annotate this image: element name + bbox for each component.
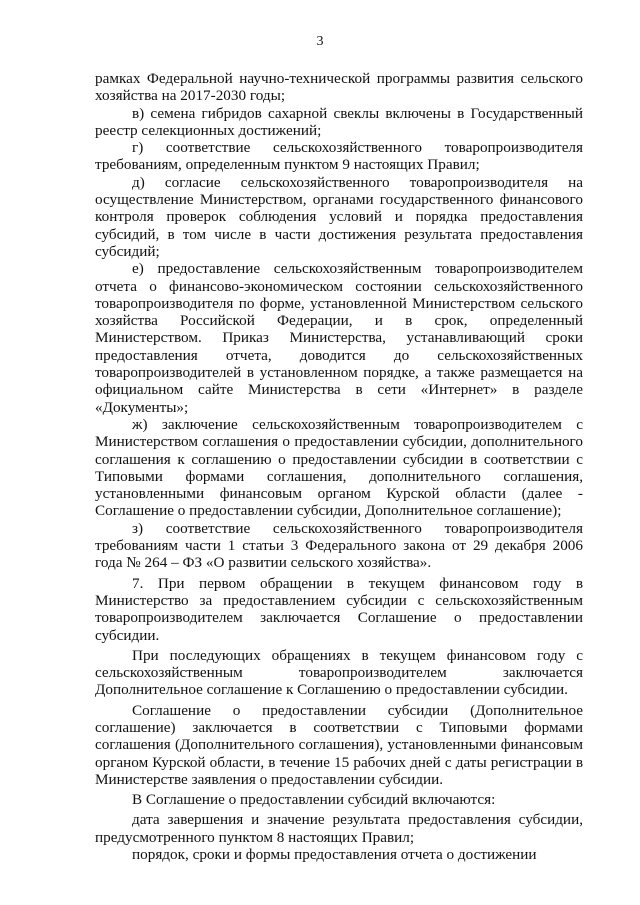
paragraph-agreement-terms: Соглашение о предоставлении субсидии (Дополнительное соглашение) заключается в соответствии с Типовыми формами соглашения (Дополнительного соглашения), установленными финансовым органом Курской области, в течение 15 рабочих дней с даты регистрации в Министерстве заявления о предоставлении субсидии. [95, 701, 583, 788]
paragraph-item-v: в) семена гибридов сахарной свеклы включены в Государственный реестр селекционных достижений; [95, 104, 583, 139]
paragraph-agreement-includes: В Соглашение о предоставлении субсидий включаются: [132, 791, 496, 809]
page-number: 3 [316, 34, 324, 49]
paragraph-item-g: г) соответствие сельскохозяйственного товаропроизводителя требованиям, определенным пунктом 9 настоящих Правил; [95, 139, 583, 174]
paragraph-report-procedure: порядок, сроки и формы предоставления отчета о достижении [132, 846, 537, 864]
document-body [95, 70, 583, 863]
paragraph-result-date: дата завершения и значение результата предоставления субсидии, предусмотренного пунктом 8 настоящих Правил; [95, 811, 583, 846]
paragraph-item-d: д) согласие сельскохозяйственного товаропроизводителя на осуществление Министерством, органами государственного финансового контроля проверок соблюдения условий и порядка предоставления субсидий, в том числе в части достижения результата предоставления субсидий; [95, 173, 583, 260]
paragraph-item-e: е) предоставление сельскохозяйственным товаропроизводителем отчета о финансово-экономическом состоянии сельскохозяйственного товаропроизводителя по форме, установленной Министерством сельского хозяйства Российской Федерации, и в срок, определенный Министерством. Приказ Министерства, устанавливающий сроки предоставления отчета, доводится до сельскохозяйственных товаропроизводителей в установленном порядке, а также размещается на официальном сайте Министерства в сети «Интернет» в разделе «Документы»; [95, 260, 583, 416]
paragraph-continuation: рамках Федеральной научно-технической программы развития сельского хозяйства на 2017-2030 годы; [95, 70, 583, 105]
paragraph-item-zh: ж) заключение сельскохозяйственным товаропроизводителем с Министерством соглашения о предоставлении субсидии, дополнительного соглашения к соглашению о предоставлении субсидии в соответствии с Типовыми формами соглашения, дополнительного соглашения, установленными финансовым органом Курской области (далее - Соглашение о предоставлении субсидии, Дополнительное соглашение); [95, 415, 583, 520]
paragraph-point-7: 7. При первом обращении в текущем финансовом году в Министерство за предоставлением субсидии с сельскохозяйственным товаропроизводителем заключается Соглашение о предоставлении субсидии. [95, 574, 583, 644]
paragraph-subsequent-requests: При последующих обращениях в текущем финансовом году с сельскохозяйственным товаропроизводителем заключается Дополнительное соглашение к Соглашению о предоставлении субсидии. [95, 646, 583, 699]
paragraph-item-z: з) соответствие сельскохозяйственного товаропроизводителя требованиям части 1 статьи 3 Федерального закона от 29 декабря 2006 года № 264 – ФЗ «О развитии сельского хозяйства». [95, 519, 583, 572]
